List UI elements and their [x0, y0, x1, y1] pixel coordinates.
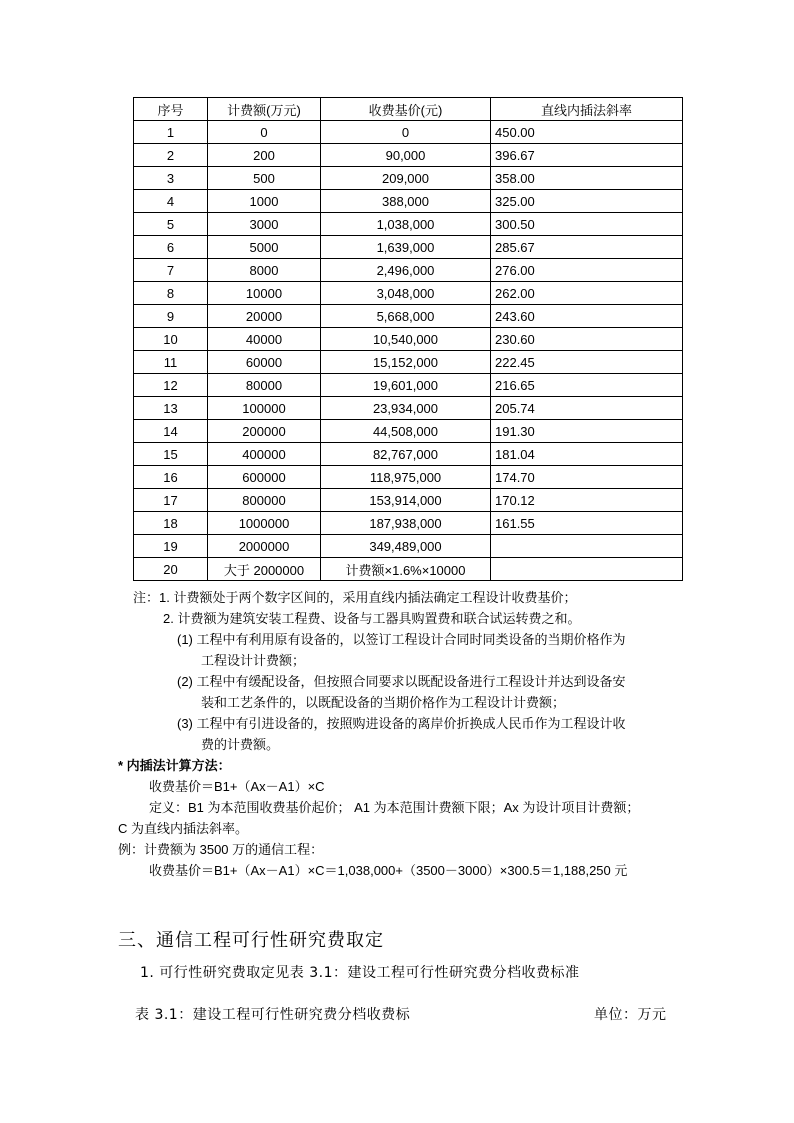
- table-cell: 2,496,000: [321, 259, 491, 282]
- table-cell: 191.30: [491, 420, 683, 443]
- table-cell: 262.00: [491, 282, 683, 305]
- table-cell: 4: [134, 190, 208, 213]
- table-row: [134, 374, 683, 397]
- table-row: [134, 328, 683, 351]
- table-row: [134, 397, 683, 420]
- table-cell: 18: [134, 512, 208, 535]
- header-cell: 计费额(万元): [208, 98, 321, 121]
- note-line-3: (1) 工程中有利用原有设备的，以签订工程设计合同时同类设备的当期价格作为: [177, 632, 626, 647]
- table-cell: 11: [134, 351, 208, 374]
- table-cell: 23,934,000: [321, 397, 491, 420]
- table-cell: 15: [134, 443, 208, 466]
- table-cell: 1000: [208, 190, 321, 213]
- fee-table: [133, 97, 683, 581]
- table-cell: 10,540,000: [321, 328, 491, 351]
- table-cell: 8: [134, 282, 208, 305]
- header-cell: 收费基价(元): [321, 98, 491, 121]
- table-cell: 1: [134, 121, 208, 144]
- table-cell: 100000: [208, 397, 321, 420]
- note-line-4: 工程设计计费额；: [201, 653, 306, 668]
- table-cell: 10: [134, 328, 208, 351]
- table-cell: 80000: [208, 374, 321, 397]
- table-caption: 表 3.1：建设工程可行性研究费分档收费标: [135, 1007, 411, 1023]
- table-cell: 216.65: [491, 374, 683, 397]
- section-item-1: 1. 可行性研究费取定见表 3.1：建设工程可行性研究费分档收费标准: [140, 965, 580, 981]
- note-line-2: 2. 计费额为建筑安装工程费、设备与工器具购置费和联合试运转费之和。: [163, 611, 581, 626]
- table-row: [134, 351, 683, 374]
- note-line-7: (3) 工程中有引进设备的，按照购进设备的离岸价折换成人民币作为工程设计收: [177, 716, 626, 731]
- table-cell: 90,000: [321, 144, 491, 167]
- table-cell: 349,489,000: [321, 535, 491, 558]
- table-row: [134, 420, 683, 443]
- table-cell: 1000000: [208, 512, 321, 535]
- table-row: [134, 144, 683, 167]
- table-cell: 174.70: [491, 466, 683, 489]
- table-row: [134, 190, 683, 213]
- table-row: [134, 558, 683, 581]
- table-row: [134, 121, 683, 144]
- table-cell: 396.67: [491, 144, 683, 167]
- table-cell: 276.00: [491, 259, 683, 282]
- example-formula: 收费基价＝B1+（Ax－A1）×C＝1,038,000+（3500－3000）×300.5＝1,188,250 元: [149, 863, 628, 878]
- table-cell: [491, 535, 683, 558]
- table-row: [134, 213, 683, 236]
- table-cell: 7: [134, 259, 208, 282]
- table-cell: 19,601,000: [321, 374, 491, 397]
- header-cell: 直线内插法斜率: [491, 98, 683, 121]
- method-definition-1: 定义：B1 为本范围收费基价起价； A1 为本范围计费额下限；Ax 为设计项目计费额；: [149, 800, 640, 815]
- table-row: [134, 512, 683, 535]
- table-cell: 187,938,000: [321, 512, 491, 535]
- table-row: [134, 443, 683, 466]
- table-row: [134, 489, 683, 512]
- table-cell: 14: [134, 420, 208, 443]
- table-cell: 153,914,000: [321, 489, 491, 512]
- table-row: [134, 535, 683, 558]
- table-cell: 20: [134, 558, 208, 581]
- table-cell: 19: [134, 535, 208, 558]
- section-heading: 三、通信工程可行性研究费取定: [118, 930, 384, 951]
- table-cell: 13: [134, 397, 208, 420]
- header-cell: 序号: [134, 98, 208, 121]
- table-cell: 1,639,000: [321, 236, 491, 259]
- table-cell: 9: [134, 305, 208, 328]
- table-row: [134, 167, 683, 190]
- table-cell: 230.60: [491, 328, 683, 351]
- table-cell: 60000: [208, 351, 321, 374]
- table-cell: 500: [208, 167, 321, 190]
- table-row: [134, 282, 683, 305]
- table-cell: 44,508,000: [321, 420, 491, 443]
- table-cell: 0: [208, 121, 321, 144]
- table-cell: 5: [134, 213, 208, 236]
- table-cell: 82,767,000: [321, 443, 491, 466]
- table-cell: [491, 558, 683, 581]
- table-cell: 2: [134, 144, 208, 167]
- note-line-1: 注：1. 计费额处于两个数字区间的，采用直线内插法确定工程设计收费基价；: [133, 590, 577, 605]
- table-cell: 12: [134, 374, 208, 397]
- table-cell: 388,000: [321, 190, 491, 213]
- table-cell: 5,668,000: [321, 305, 491, 328]
- table-cell: 300.50: [491, 213, 683, 236]
- table-cell: 2000000: [208, 535, 321, 558]
- table-cell: 170.12: [491, 489, 683, 512]
- table-cell: 计费额×1.6%×10000: [321, 558, 491, 581]
- table-cell: 400000: [208, 443, 321, 466]
- table-cell: 20000: [208, 305, 321, 328]
- table-cell: 450.00: [491, 121, 683, 144]
- table-cell: 5000: [208, 236, 321, 259]
- table-cell: 222.45: [491, 351, 683, 374]
- table-cell: 40000: [208, 328, 321, 351]
- table-cell: 243.60: [491, 305, 683, 328]
- table-row: [134, 466, 683, 489]
- table-cell: 161.55: [491, 512, 683, 535]
- table-cell: 16: [134, 466, 208, 489]
- method-definition-2: C 为直线内插法斜率。: [118, 821, 249, 836]
- table-cell: 10000: [208, 282, 321, 305]
- fee-table-body: [134, 121, 683, 581]
- table-cell: 0: [321, 121, 491, 144]
- table-cell: 1,038,000: [321, 213, 491, 236]
- table-cell: 8000: [208, 259, 321, 282]
- table-cell: 3000: [208, 213, 321, 236]
- table-header-row: [134, 98, 683, 121]
- example-title: 例：计费额为 3500 万的通信工程：: [118, 842, 324, 857]
- table-cell: 325.00: [491, 190, 683, 213]
- table-row: [134, 236, 683, 259]
- table-cell: 3,048,000: [321, 282, 491, 305]
- table-cell: 205.74: [491, 397, 683, 420]
- table-cell: 6: [134, 236, 208, 259]
- table-cell: 大于 2000000: [208, 558, 321, 581]
- table-cell: 285.67: [491, 236, 683, 259]
- unit-label: 单位：万元: [594, 1007, 667, 1023]
- table-cell: 600000: [208, 466, 321, 489]
- table-row: [134, 259, 683, 282]
- table-cell: 200: [208, 144, 321, 167]
- table-cell: 200000: [208, 420, 321, 443]
- method-title: * 内插法计算方法：: [118, 758, 231, 773]
- table-cell: 3: [134, 167, 208, 190]
- note-line-6: 装和工艺条件的，以既配设备的当期价格作为工程设计计费额；: [201, 695, 566, 710]
- note-line-8: 费的计费额。: [201, 737, 280, 752]
- table-row: [134, 305, 683, 328]
- table-cell: 118,975,000: [321, 466, 491, 489]
- table-cell: 358.00: [491, 167, 683, 190]
- table-cell: 209,000: [321, 167, 491, 190]
- table-cell: 800000: [208, 489, 321, 512]
- table-cell: 17: [134, 489, 208, 512]
- table-cell: 15,152,000: [321, 351, 491, 374]
- note-line-5: (2) 工程中有缓配设备，但按照合同要求以既配设备进行工程设计并达到设备安: [177, 674, 626, 689]
- method-formula: 收费基价＝B1+（Ax－A1）×C: [149, 779, 325, 794]
- table-cell: 181.04: [491, 443, 683, 466]
